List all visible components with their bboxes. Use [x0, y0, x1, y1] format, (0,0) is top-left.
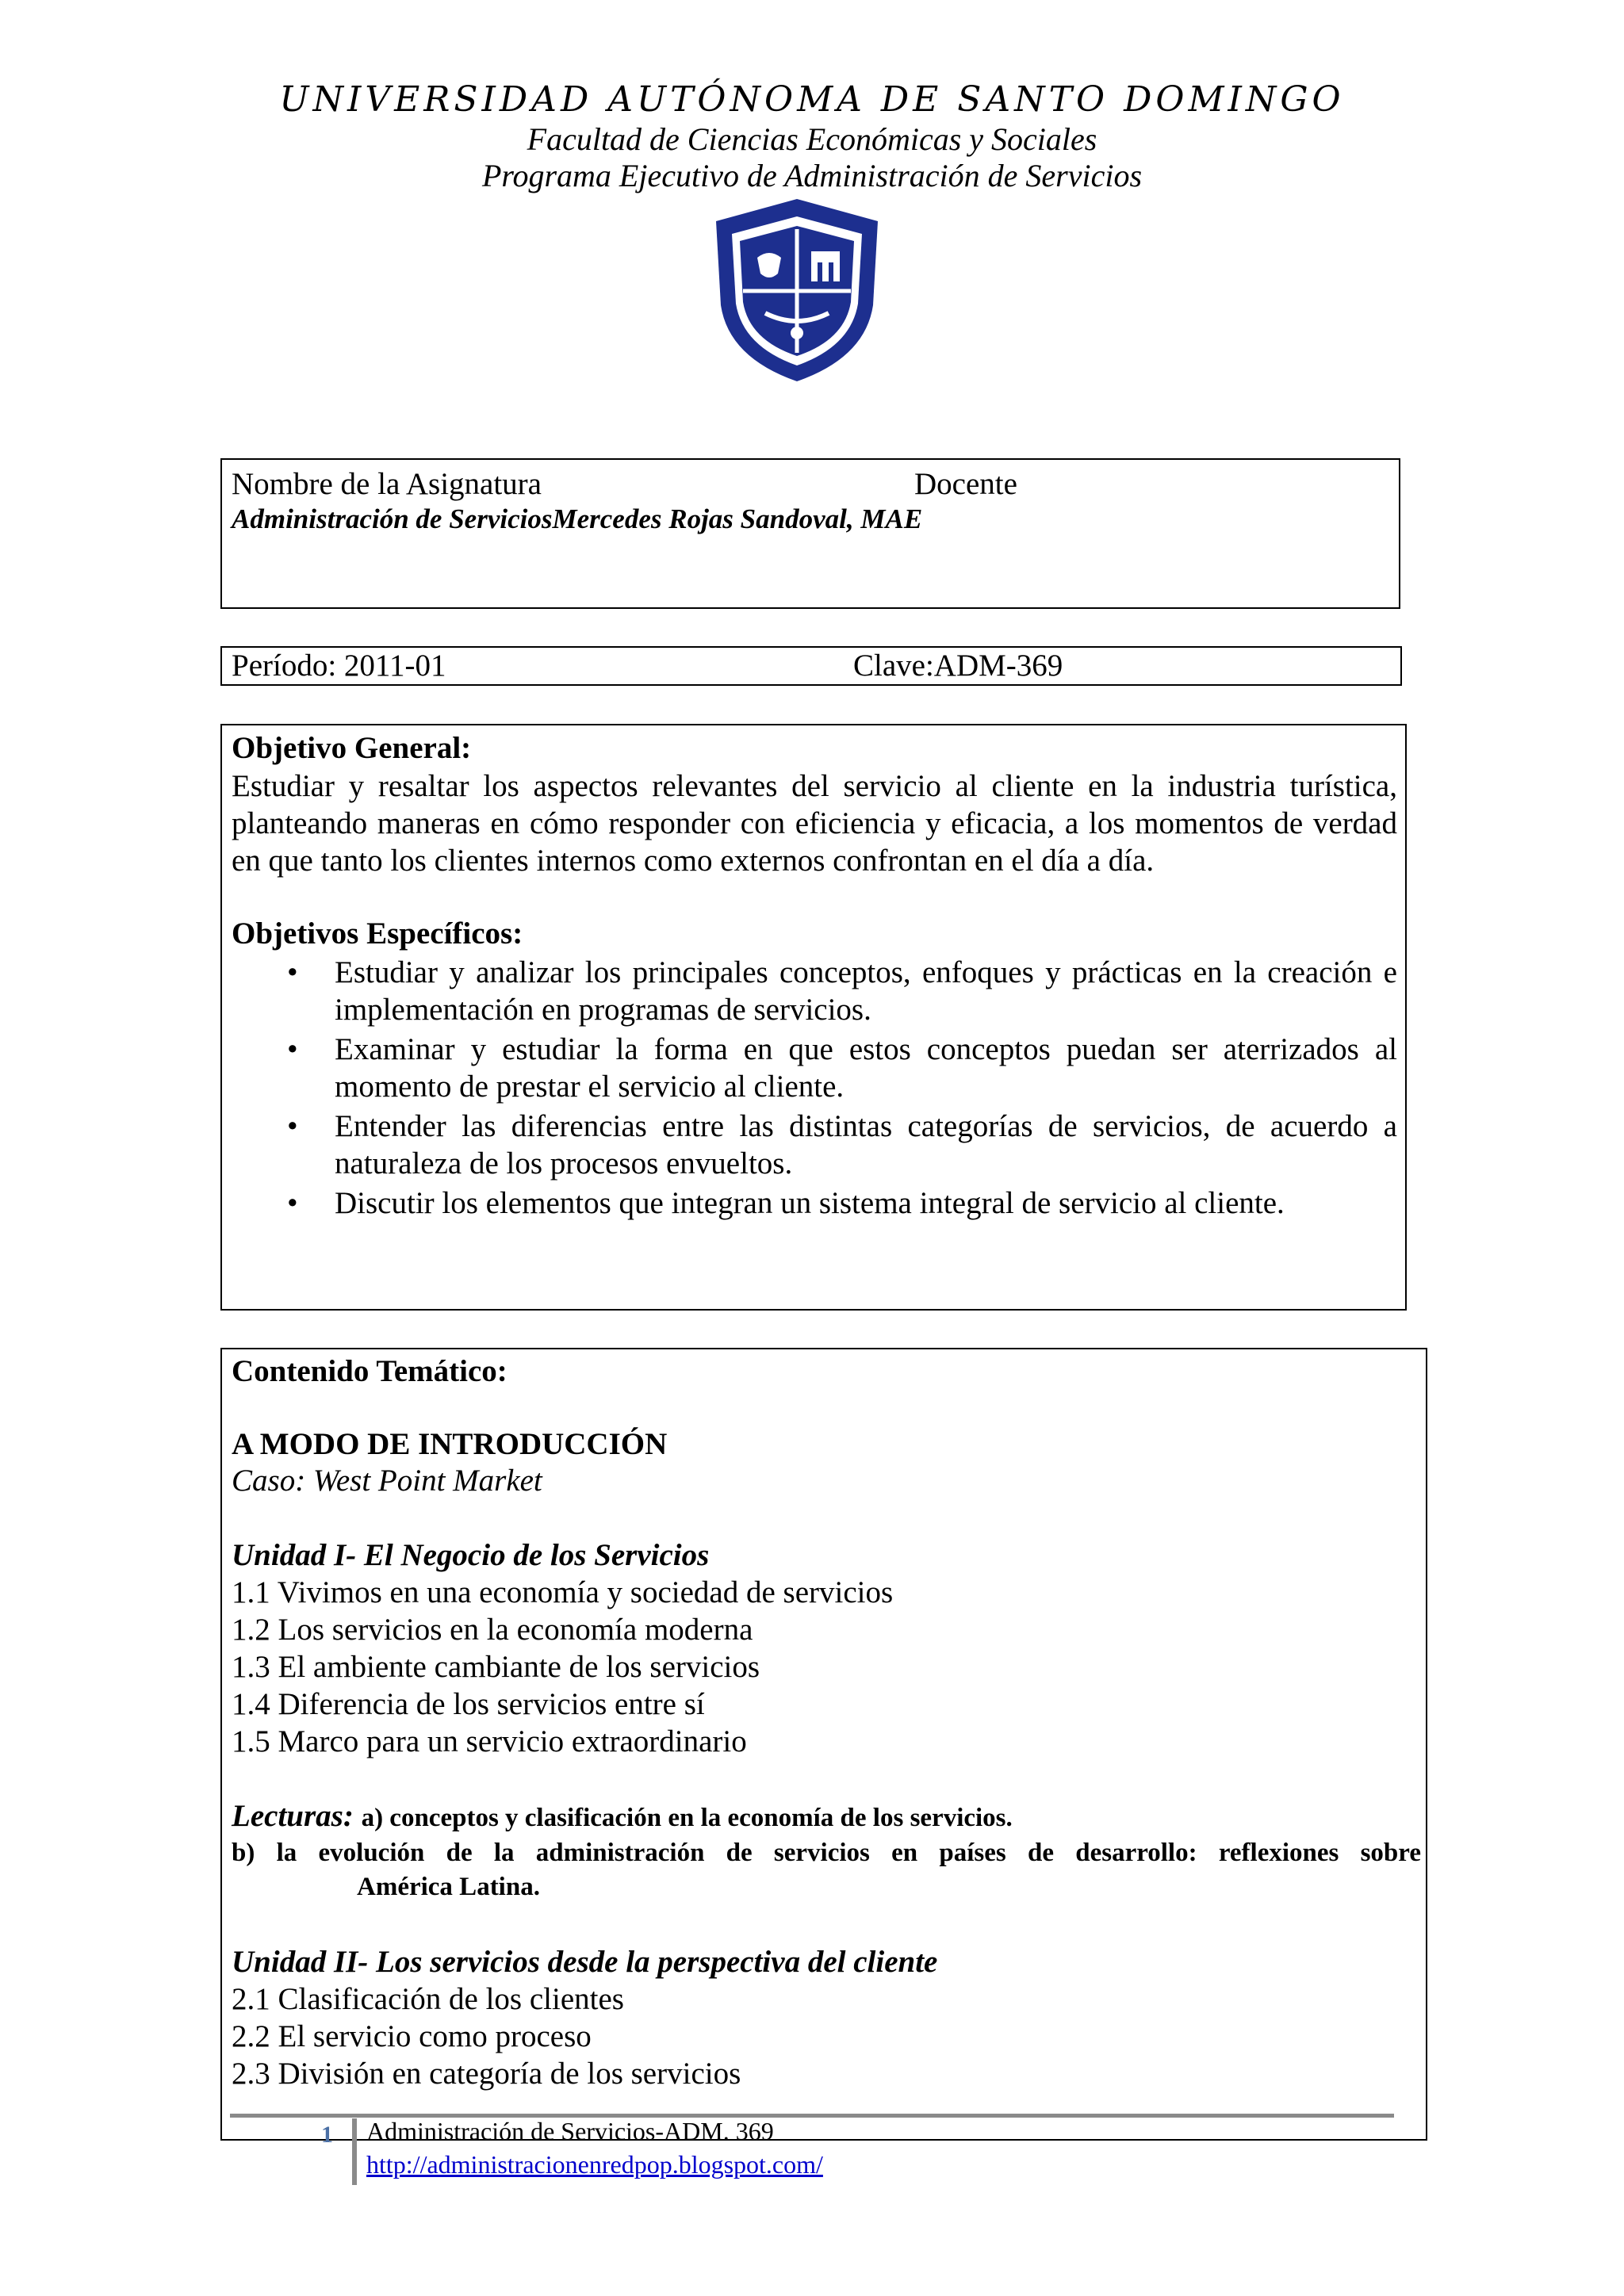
- general-objective-text: Estudiar y resaltar los aspectos relevantes del servicio al cliente en la industria turística, planteando maneras en cómo responder con eficiencia y eficacia, a los momentos de verdad en que tanto los clientes internos como externos confrontan en el día a día.: [232, 769, 1397, 878]
- unit1-title: Unidad I- El Negocio de los Servicios: [232, 1538, 710, 1572]
- program-name: Programa Ejecutivo de Administración de Servicios: [481, 158, 1143, 193]
- university-name: UNIVERSIDAD AUTÓNOMA DE SANTO DOMINGO: [279, 79, 1345, 120]
- list-item: 1.5 Marco para un servicio extraordinario: [232, 1724, 747, 1758]
- subject-teacher-values: [232, 501, 922, 538]
- subject-label: Nombre de la Asignatura: [232, 467, 542, 501]
- list-item: 2.3 División en categoría de los servicios: [232, 2057, 741, 2091]
- footer-vertical-divider: [352, 2118, 357, 2185]
- list-item: 1.3 El ambiente cambiante de los servicios: [232, 1650, 760, 1684]
- period-value: Período: 2011-01: [232, 649, 446, 683]
- list-item: 1.2 Los servicios en la economía moderna: [232, 1613, 753, 1647]
- reading-b-line2: América Latina.: [357, 1873, 540, 1901]
- list-item: • Entender las diferencias entre las distintas categorías de servicios, de acuerdo a naturaleza de los procesos envueltos.: [232, 1108, 1397, 1182]
- intro-case: Caso: West Point Market: [232, 1464, 542, 1498]
- list-item: 2.1 Clasificación de los clientes: [232, 1982, 624, 2016]
- footer-course: Administración de Servicios-ADM. 369: [366, 2117, 774, 2145]
- content-title: Contenido Temático:: [232, 1354, 508, 1388]
- list-item: 2.2 El servicio como proceso: [232, 2019, 592, 2053]
- reading-b-line1: b) la evolución de la administración de servicios en países de desarrollo: reflexiones sobre: [232, 1839, 1421, 1867]
- reading-a: a) conceptos y clasificación en la economía de los servicios.: [361, 1804, 1013, 1832]
- unit2-title: Unidad II- Los servicios desde la perspectiva del cliente: [232, 1945, 938, 1979]
- list-item: • Discutir los elementos que integran un sistema integral de servicio al cliente.: [232, 1184, 1397, 1222]
- teacher-label: Docente: [914, 467, 1017, 501]
- page-number: 1: [321, 2122, 333, 2148]
- teacher-value: Mercedes Rojas Sandoval, MAE: [552, 503, 923, 534]
- content-box: [220, 1348, 1427, 2141]
- course-code: Clave:ADM-369: [853, 649, 1063, 683]
- period-box: [220, 646, 1402, 686]
- list-item: 1.1 Vivimos en una economía y sociedad de servicios: [232, 1575, 894, 1609]
- list-item: • Examinar y estudiar la forma en que estos conceptos puedan ser aterrizados al momento de prestar el servicio al cliente.: [232, 1031, 1397, 1105]
- specific-objectives-title: Objetivos Específicos:: [232, 916, 523, 951]
- readings-label: Lecturas:: [232, 1799, 354, 1833]
- general-objective-title: Objetivo General:: [232, 731, 472, 765]
- subject-box: [220, 458, 1400, 609]
- university-seal-icon: [710, 194, 884, 385]
- faculty-name: Facultad de Ciencias Económicas y Sociales: [527, 121, 1097, 157]
- specific-objectives-list: [232, 954, 1397, 1224]
- subject-value: Administración de Servicios: [232, 503, 553, 534]
- footer-link[interactable]: http://administracionenredpop.blogspot.com/: [366, 2150, 823, 2179]
- list-item: 1.4 Diferencia de los servicios entre sí: [232, 1687, 705, 1721]
- intro-title: A MODO DE INTRODUCCIÓN: [232, 1427, 668, 1461]
- list-item: • Estudiar y analizar los principales conceptos, enfoques y prácticas en la creación e implementación en programas de servicios.: [232, 954, 1397, 1028]
- objectives-box: [220, 724, 1407, 1311]
- reading-a-line: [232, 1798, 1013, 1836]
